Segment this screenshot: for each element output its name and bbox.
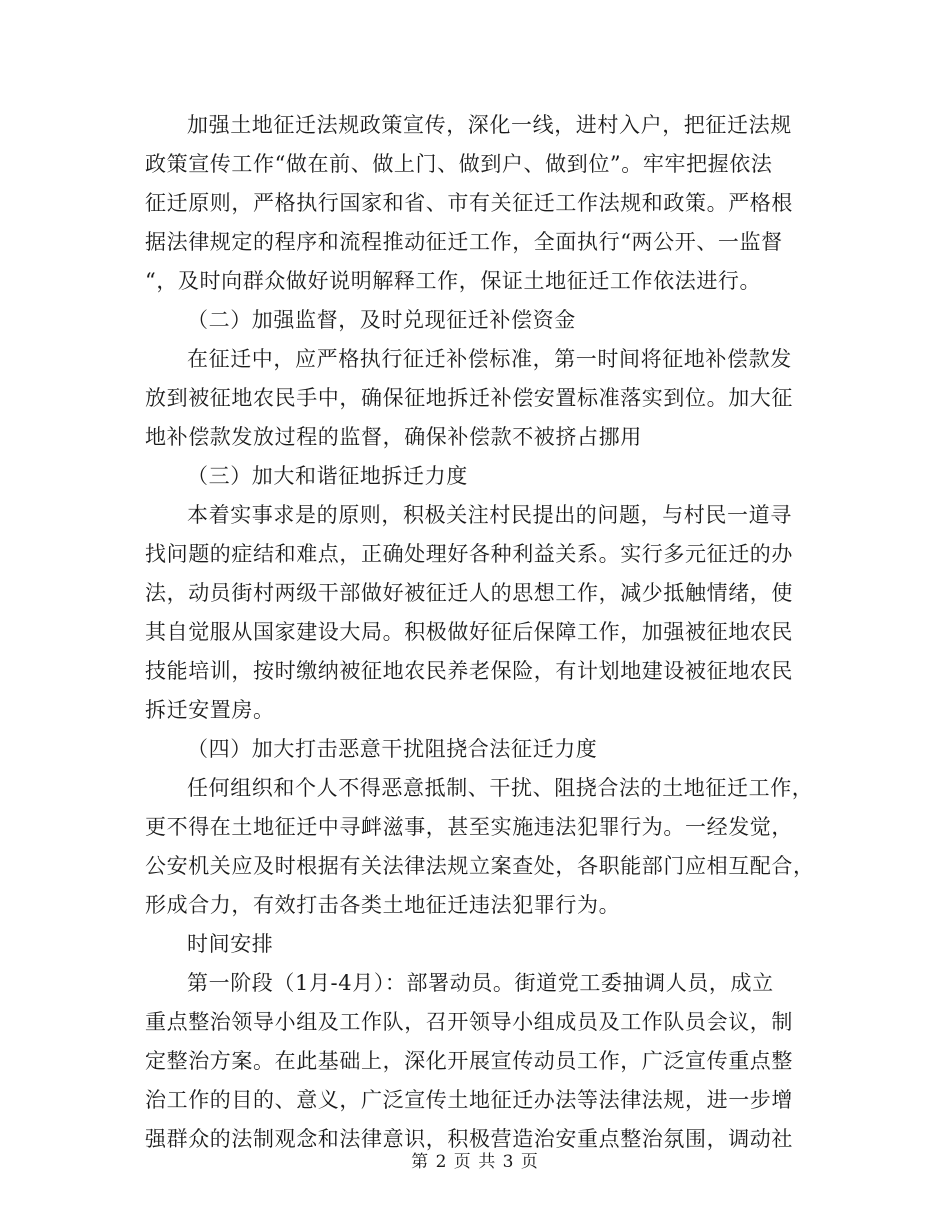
text-line: （四）加大打击恶意干扰阻挠合法征迁力度 bbox=[187, 737, 598, 761]
text-line: 定整治方案。在此基础上，深化开展宣传动员工作，广泛宣传重点整 bbox=[145, 1049, 793, 1073]
page-footer: 第 2 页 共 3 页 bbox=[411, 1152, 539, 1172]
text-line: 更不得在土地征迁中寻衅滋事，甚至实施违法犯罪行为。一经发觉， bbox=[145, 815, 793, 839]
text-line: 公安机关应及时根据有关法律法规立案查处，各职能部门应相互配合， bbox=[145, 854, 815, 878]
text-line: 任何组织和个人不得恶意抵制、干扰、阻挠合法的土地征迁工作， bbox=[187, 776, 814, 800]
text-line: 强群众的法制观念和法律意识，积极营造治安重点整治氛围，调动社 bbox=[145, 1127, 793, 1151]
text-line: 法，动员街村两级干部做好被征迁人的思想工作，减少抵触情绪，使 bbox=[145, 581, 793, 605]
text-line: 找问题的症结和难点，正确处理好各种利益关系。实行多元征迁的办 bbox=[145, 542, 793, 566]
text-line: 地补偿款发放过程的监督，确保补偿款不被挤占挪用 bbox=[145, 425, 642, 449]
text-line: 据法律规定的程序和流程推动征迁工作，全面执行“两公开、一监督 bbox=[145, 230, 783, 254]
text-line: 本着实事求是的原则，积极关注村民提出的问题，与村民一道寻 bbox=[187, 503, 792, 527]
text-line: 其自觉服从国家建设大局。积极做好征后保障工作，加强被征地农民 bbox=[145, 620, 793, 644]
text-line: 征迁原则，严格执行国家和省、市有关征迁工作法规和政策。严格根 bbox=[145, 191, 793, 215]
text-line: （二）加强监督，及时兑现征迁补偿资金 bbox=[187, 308, 576, 332]
text-line: 重点整治领导小组及工作队，召开领导小组成员及工作队员会议，制 bbox=[145, 1010, 793, 1034]
text-line: 时间安排 bbox=[187, 932, 274, 956]
document-body bbox=[145, 106, 815, 1159]
text-line: 放到被征地农民手中，确保征地拆迁补偿安置标准落实到位。加大征 bbox=[145, 386, 793, 410]
text-line: 治工作的目的、意义，广泛宣传土地征迁办法等法律法规，进一步增 bbox=[145, 1088, 793, 1112]
text-line: 形成合力，有效打击各类土地征迁违法犯罪行为。 bbox=[145, 893, 621, 917]
text-line: 政策宣传工作“做在前、做上门、做到户、做到位”。牢牢把握依法 bbox=[145, 152, 773, 176]
text-line: 技能培训，按时缴纳被征地农民养老保险，有计划地建设被征地农民 bbox=[145, 659, 793, 683]
text-line: 加强土地征迁法规政策宣传，深化一线，进村入户，把征迁法规 bbox=[187, 113, 792, 137]
text-line: 拆迁安置房。 bbox=[145, 698, 275, 722]
text-line: （三）加大和谐征地拆迁力度 bbox=[187, 464, 468, 488]
text-line: 第一阶段（1月-4月）：部署动员。街道党工委抽调人员，成立 bbox=[187, 971, 774, 995]
text-line: 在征迁中，应严格执行征迁补偿标准，第一时间将征地补偿款发 bbox=[187, 347, 792, 371]
text-line: “，及时向群众做好说明解释工作，保证土地征迁工作依法进行。 bbox=[145, 269, 762, 293]
